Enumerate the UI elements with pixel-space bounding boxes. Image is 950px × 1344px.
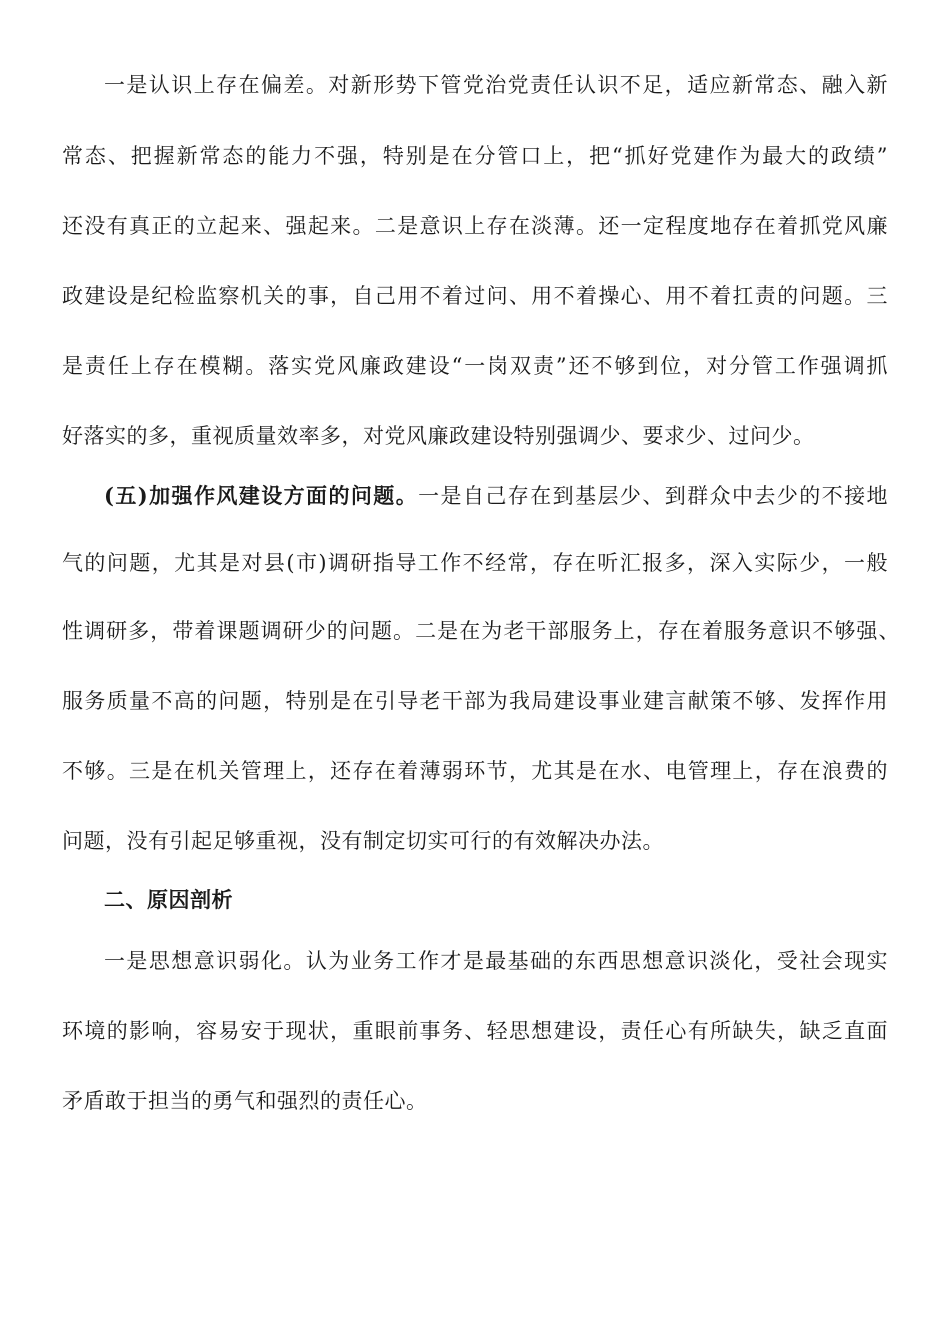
paragraph-2-line-3: 性调研多，带着课题调研少的问题。二是在为老干部服务上，存在着服务意识不够强、 (62, 619, 900, 643)
paragraph-2-line-2: 气的问题，尤其是对县(市)调研指导工作不经常，存在听汇报多，深入实际少，一般 (62, 551, 888, 575)
paragraph-1-line-1: 一是认识上存在偏差。对新形势下管党治党责任认识不足，适应新常态、融入新 (104, 73, 888, 97)
paragraph-1-line-2: 常态、把握新常态的能力不强，特别是在分管口上，把“抓好党建作为最大的政绩” (62, 144, 888, 168)
paragraph-2-line-5: 不够。三是在机关管理上，还存在着薄弱环节，尤其是在水、电管理上，存在浪费的 (62, 759, 888, 783)
paragraph-1-line-5: 是责任上存在模糊。落实党风廉政建设“一岗双责”还不够到位，对分管工作强调抓 (62, 354, 888, 378)
paragraph-1-line-6: 好落实的多，重视质量效率多，对党风廉政建设特别强调少、要求少、过问少。 (62, 424, 815, 448)
paragraph-3-line-1: 一是思想意识弱化。认为业务工作才是最基础的东西思想意识淡化，受社会现实 (104, 949, 888, 973)
paragraph-2-line-4: 服务质量不高的问题，特别是在引导老干部为我局建设事业建言献策不够、发挥作用 (62, 689, 888, 713)
paragraph-2-line-1-rest: 一是自己存在到基层少、到群众中去少的不接地 (418, 484, 888, 508)
paragraph-2-line-6: 问题，没有引起足够重视，没有制定切实可行的有效解决办法。 (62, 829, 664, 853)
paragraph-1-line-3: 还没有真正的立起来、强起来。二是意识上存在淡薄。还一定程度地存在着抓党风廉 (62, 214, 888, 238)
paragraph-3-line-3: 矛盾敢于担当的勇气和强烈的责任心。 (62, 1089, 428, 1113)
paragraph-2-bold-lead: (五)加强作风建设方面的问题。 (104, 483, 419, 508)
paragraph-2-line-1 (104, 481, 888, 511)
section-heading: 二、原因剖析 (104, 887, 233, 912)
paragraph-1-line-4: 政建设是纪检监察机关的事，自己用不着过问、用不着操心、用不着扛责的问题。三 (62, 284, 888, 308)
paragraph-3-line-2: 环境的影响，容易安于现状，重眼前事务、轻思想建设，责任心有所缺失，缺乏直面 (62, 1019, 888, 1043)
